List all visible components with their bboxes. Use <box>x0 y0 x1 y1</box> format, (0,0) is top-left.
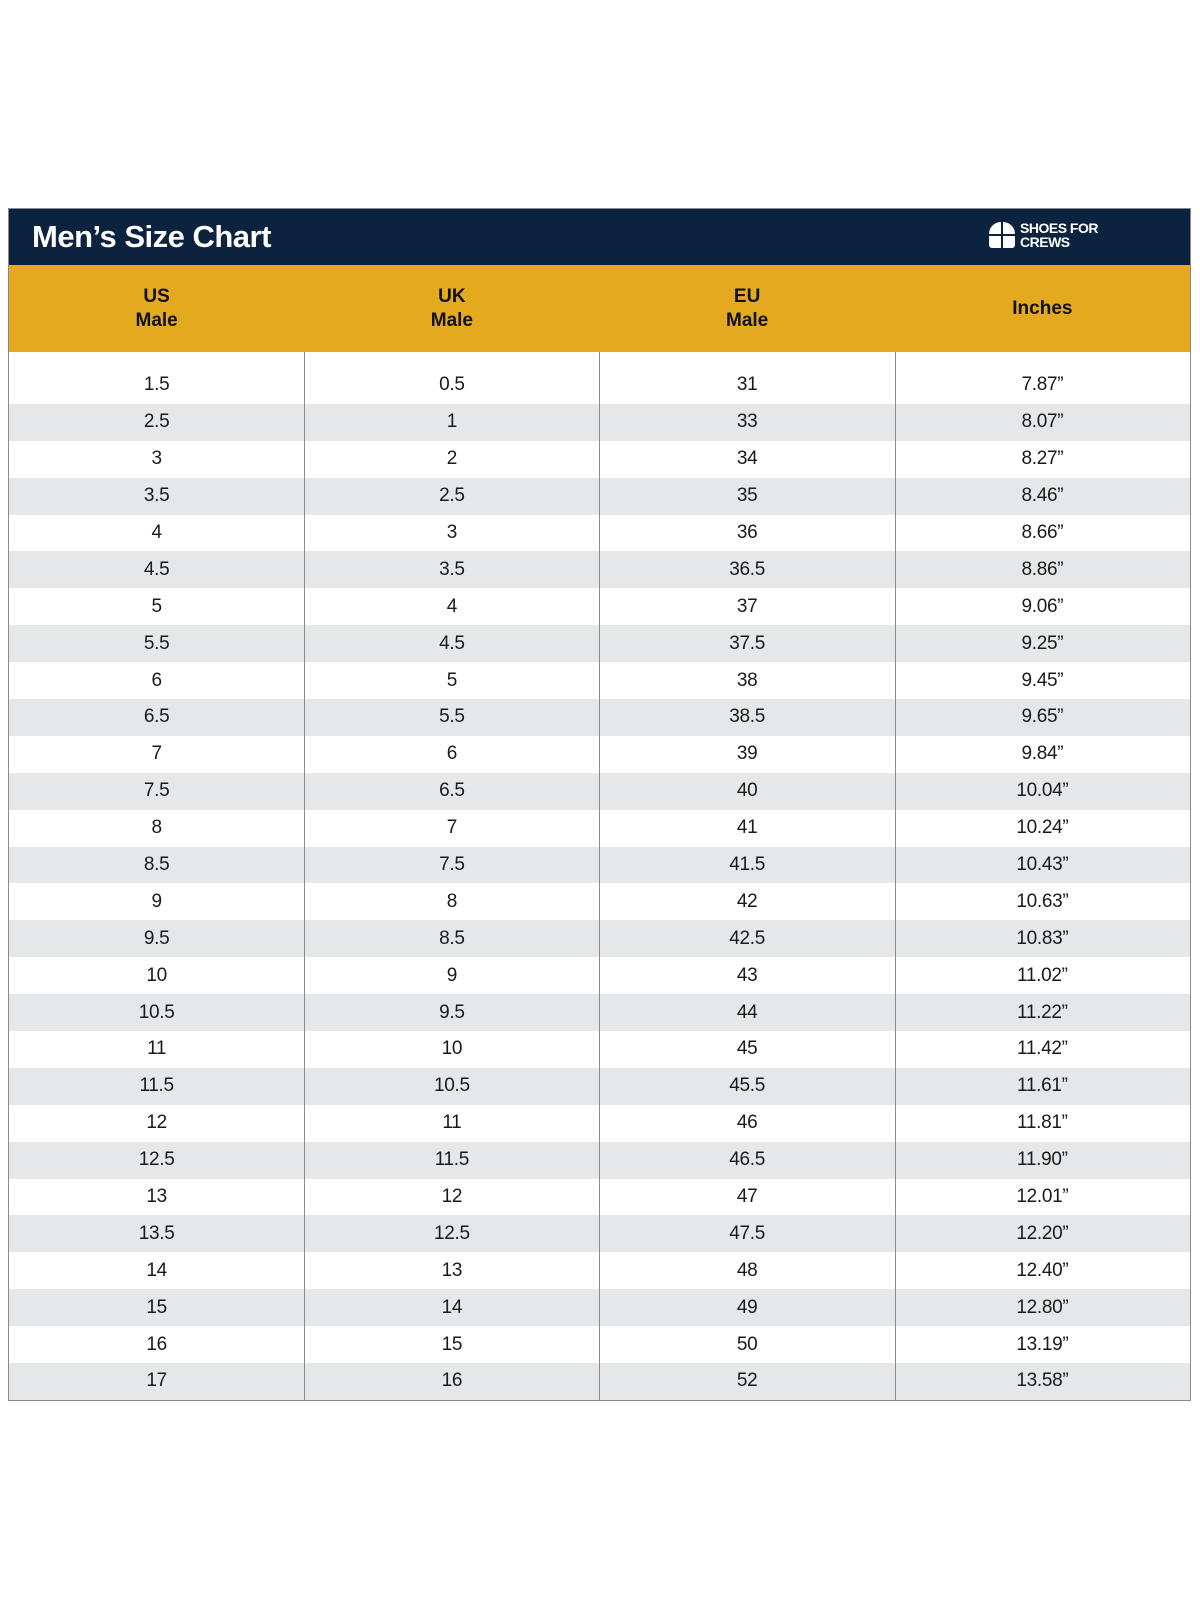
cell-uk-male: 6.5 <box>439 780 465 802</box>
table-row <box>9 1215 1190 1252</box>
cell-us-male: 10 <box>146 964 167 986</box>
cell-inches: 12.80” <box>1016 1296 1069 1318</box>
cell-eu-male: 49 <box>736 1296 758 1318</box>
table-row <box>9 1363 1190 1400</box>
table-row <box>9 441 1190 478</box>
cell-uk-male: 7 <box>446 817 458 839</box>
cell-uk-male: 9 <box>446 964 458 986</box>
cell-eu-male: 41.5 <box>729 854 766 876</box>
cell-uk-male: 7.5 <box>439 854 465 876</box>
table-body <box>9 352 1190 1400</box>
brand-logo <box>988 221 1098 249</box>
cell-inches: 8.27” <box>1021 448 1064 470</box>
chart-title: Men’s Size Chart <box>32 219 271 254</box>
cell-eu-male: 36.5 <box>729 558 766 580</box>
cell-us-male: 13 <box>146 1186 167 1208</box>
cell-uk-male: 13 <box>441 1259 463 1281</box>
table-row <box>9 1252 1190 1289</box>
table-rows <box>9 367 1190 1400</box>
cell-eu-male: 47.5 <box>729 1222 766 1244</box>
table-row <box>9 515 1190 552</box>
header-line-1: US <box>143 285 170 307</box>
cell-eu-male: 41 <box>736 817 758 839</box>
cell-inches: 10.43” <box>1016 854 1069 876</box>
cell-uk-male: 3.5 <box>439 558 465 580</box>
cell-eu-male: 43 <box>736 964 758 986</box>
column-header-row <box>9 265 1190 352</box>
table-row <box>9 994 1190 1031</box>
table-row <box>9 1326 1190 1363</box>
table-row <box>9 1031 1190 1068</box>
cell-uk-male: 6 <box>446 743 458 765</box>
table-row <box>9 588 1190 625</box>
cell-inches: 10.04” <box>1016 780 1069 802</box>
header-line-2: Male <box>430 309 473 331</box>
cell-eu-male: 46 <box>736 1112 758 1134</box>
cell-eu-male: 45 <box>736 1038 758 1060</box>
cell-us-male: 4 <box>151 522 162 543</box>
cell-inches: 10.24” <box>1016 817 1069 839</box>
cell-us-male: 15 <box>146 1296 167 1318</box>
cell-inches: 9.84” <box>1021 743 1064 765</box>
table-row <box>9 773 1190 810</box>
column-header-us-male <box>9 265 304 352</box>
cell-eu-male: 34 <box>736 448 758 470</box>
column-header-uk-male <box>304 265 599 352</box>
table-row <box>9 736 1190 773</box>
cell-inches: 11.02” <box>1017 964 1068 986</box>
cell-eu-male: 33 <box>736 411 758 433</box>
cell-eu-male: 44 <box>736 1001 758 1023</box>
cell-eu-male: 38.5 <box>729 706 766 728</box>
cell-inches: 8.66” <box>1021 522 1064 543</box>
cell-us-male: 1.5 <box>143 374 170 396</box>
cell-inches: 10.83” <box>1016 927 1069 949</box>
cell-uk-male: 8.5 <box>439 927 465 949</box>
cell-eu-male: 40 <box>736 780 758 802</box>
cell-us-male: 7 <box>151 743 162 765</box>
table-row <box>9 478 1190 515</box>
cell-eu-male: 50 <box>736 1333 758 1355</box>
cell-us-male: 9.5 <box>143 927 170 949</box>
cell-inches: 13.58” <box>1016 1370 1069 1392</box>
logo-line-2: CREWS <box>1020 234 1070 250</box>
cell-inches: 8.07” <box>1021 411 1064 433</box>
cell-eu-male: 36 <box>736 522 758 543</box>
cell-us-male: 5.5 <box>143 632 170 654</box>
logo-wordmark <box>1020 221 1098 249</box>
cell-uk-male: 1 <box>446 411 458 433</box>
cell-uk-male: 8 <box>446 890 458 912</box>
cell-us-male: 9 <box>151 890 162 912</box>
cell-uk-male: 11 <box>442 1112 462 1134</box>
cell-us-male: 6.5 <box>143 706 170 728</box>
size-chart <box>8 208 1191 1401</box>
cell-uk-male: 0.5 <box>439 374 465 396</box>
cell-eu-male: 45.5 <box>729 1075 766 1097</box>
table-row <box>9 551 1190 588</box>
cell-inches: 10.63” <box>1016 890 1069 912</box>
table-row <box>9 1142 1190 1179</box>
table-row <box>9 810 1190 847</box>
cell-inches: 12.40” <box>1016 1259 1069 1281</box>
cell-uk-male: 5.5 <box>439 706 465 728</box>
cell-us-male: 12 <box>146 1112 167 1134</box>
shoes-for-crews-logo-mark-icon <box>988 221 1016 249</box>
cell-uk-male: 11.5 <box>434 1149 470 1171</box>
cell-us-male: 11.5 <box>139 1075 174 1097</box>
table-row <box>9 1179 1190 1216</box>
cell-us-male: 12.5 <box>138 1149 175 1171</box>
cell-uk-male: 12 <box>441 1186 463 1208</box>
title-bar <box>9 209 1190 265</box>
cell-us-male: 2.5 <box>143 411 170 433</box>
cell-uk-male: 15 <box>441 1333 463 1355</box>
cell-inches: 8.86” <box>1021 558 1064 580</box>
cell-eu-male: 46.5 <box>729 1149 766 1171</box>
table-row <box>9 1289 1190 1326</box>
cell-inches: 8.46” <box>1021 485 1064 507</box>
cell-inches: 9.06” <box>1021 595 1064 617</box>
cell-us-male: 8 <box>151 817 162 839</box>
cell-uk-male: 4.5 <box>439 632 465 654</box>
cell-us-male: 6 <box>151 669 162 691</box>
cell-us-male: 3.5 <box>143 485 170 507</box>
cell-eu-male: 38 <box>736 669 758 691</box>
cell-inches: 11.22” <box>1017 1001 1068 1023</box>
cell-us-male: 16 <box>146 1333 167 1355</box>
table-row <box>9 920 1190 957</box>
cell-inches: 13.19” <box>1016 1333 1069 1355</box>
table-row <box>9 662 1190 699</box>
cell-inches: 11.81” <box>1017 1112 1068 1134</box>
logo-line-1: SHOES FOR <box>1020 220 1098 236</box>
cell-uk-male: 16 <box>441 1370 463 1392</box>
cell-us-male: 10.5 <box>138 1001 175 1023</box>
cell-uk-male: 12.5 <box>433 1222 470 1244</box>
cell-eu-male: 47 <box>736 1186 758 1208</box>
cell-inches: 12.01” <box>1016 1186 1069 1208</box>
cell-uk-male: 10 <box>441 1038 463 1060</box>
cell-eu-male: 42 <box>736 890 758 912</box>
cell-us-male: 14 <box>146 1259 167 1281</box>
table-row <box>9 1068 1190 1105</box>
cell-us-male: 11 <box>147 1038 167 1060</box>
table-row <box>9 1105 1190 1142</box>
cell-uk-male: 2 <box>446 448 458 470</box>
cell-eu-male: 37 <box>736 595 758 617</box>
cell-eu-male: 31 <box>736 374 758 396</box>
cell-us-male: 13.5 <box>138 1222 175 1244</box>
cell-uk-male: 5 <box>446 669 458 691</box>
cell-inches: 11.61” <box>1017 1075 1068 1097</box>
cell-eu-male: 37.5 <box>729 632 766 654</box>
cell-uk-male: 14 <box>441 1296 463 1318</box>
table-row <box>9 625 1190 662</box>
header-line-1: EU <box>733 285 761 307</box>
cell-us-male: 7.5 <box>143 780 170 802</box>
cell-inches: 9.65” <box>1021 706 1064 728</box>
cell-us-male: 3 <box>151 448 162 470</box>
cell-eu-male: 35 <box>736 485 758 507</box>
cell-uk-male: 4 <box>446 595 458 617</box>
cell-eu-male: 48 <box>736 1259 758 1281</box>
cell-inches: 11.90” <box>1017 1149 1068 1171</box>
table-row <box>9 957 1190 994</box>
column-header-inches <box>895 265 1190 352</box>
cell-uk-male: 3 <box>446 522 458 543</box>
column-header-eu-male <box>600 265 895 352</box>
cell-uk-male: 9.5 <box>439 1001 465 1023</box>
cell-inches: 9.25” <box>1021 632 1064 654</box>
header-line-2: Male <box>726 309 769 331</box>
header-line-2: Male <box>135 309 178 331</box>
header-line-1: Inches <box>1012 297 1073 319</box>
table-row <box>9 404 1190 441</box>
cell-uk-male: 10.5 <box>433 1075 470 1097</box>
cell-inches: 9.45” <box>1021 669 1064 691</box>
cell-us-male: 4.5 <box>143 558 170 580</box>
cell-us-male: 17 <box>146 1370 167 1392</box>
cell-uk-male: 2.5 <box>439 485 465 507</box>
cell-eu-male: 52 <box>736 1370 758 1392</box>
table-row <box>9 847 1190 884</box>
table-row <box>9 699 1190 736</box>
cell-us-male: 5 <box>151 595 162 617</box>
table-row <box>9 883 1190 920</box>
cell-inches: 11.42” <box>1017 1038 1068 1060</box>
header-line-1: UK <box>438 285 466 307</box>
cell-us-male: 8.5 <box>143 854 170 876</box>
cell-inches: 7.87” <box>1021 374 1064 396</box>
cell-inches: 12.20” <box>1016 1222 1069 1244</box>
table-row <box>9 367 1190 404</box>
cell-eu-male: 39 <box>736 743 758 765</box>
cell-eu-male: 42.5 <box>729 927 766 949</box>
